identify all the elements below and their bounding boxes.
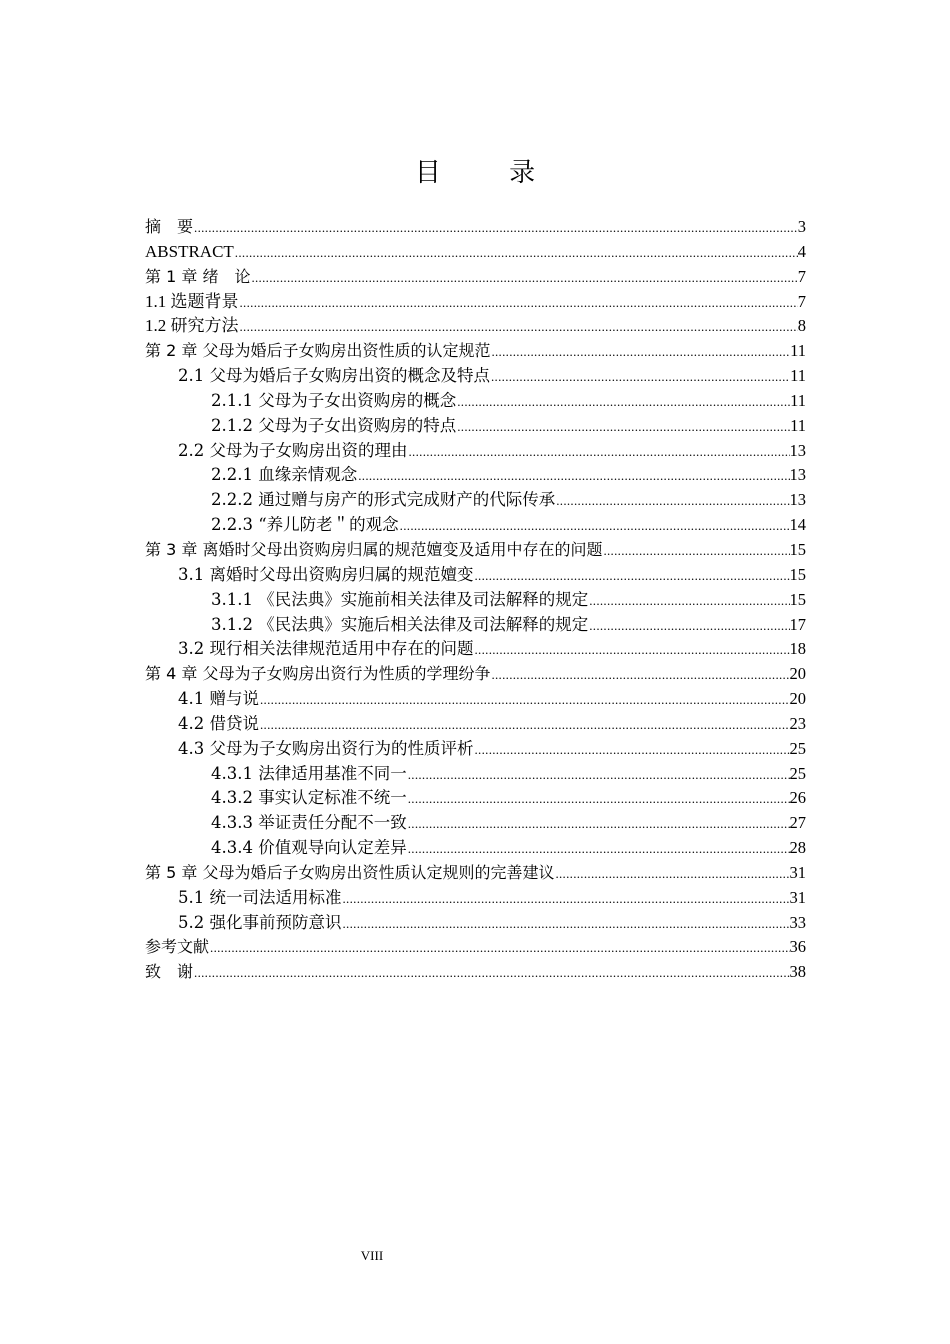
- toc-leader-dots: [456, 415, 790, 440]
- toc-entry-page: 4: [797, 241, 806, 261]
- toc-leader-dots: [193, 216, 798, 241]
- toc-entry[interactable]: [145, 339, 806, 364]
- toc-leader-dots: [407, 837, 790, 862]
- toc-entry-page: 11: [790, 366, 806, 386]
- toc-entry[interactable]: [145, 712, 806, 737]
- toc-entry[interactable]: [145, 513, 806, 538]
- toc-leader-dots: [259, 713, 790, 738]
- toc-leader-dots: [209, 936, 789, 961]
- toc-entry-label: 1.1 选题背景: [145, 291, 239, 311]
- toc-entry-page: 13: [789, 490, 806, 510]
- toc-entry-page: 36: [789, 937, 806, 957]
- toc-entry-page: 15: [789, 539, 806, 559]
- toc-entry-page: 14: [789, 515, 806, 535]
- toc-entry-page: 15: [789, 589, 806, 609]
- toc-entry[interactable]: [145, 662, 806, 687]
- toc-entry[interactable]: [145, 389, 806, 414]
- toc-leader-dots: [342, 912, 790, 937]
- toc-entry-page: 27: [789, 813, 806, 833]
- toc-entry-page: 28: [789, 838, 806, 858]
- toc-leader-dots: [408, 440, 790, 465]
- toc-entry[interactable]: [145, 687, 806, 712]
- toc-entry-label: 4.3.3 举证责任分配不一致: [211, 813, 407, 833]
- toc-leader-dots: [474, 638, 790, 663]
- toc-entry-label: 2.2.3 “养儿防老＂的观念: [211, 515, 399, 535]
- toc-leader-dots: [555, 489, 789, 514]
- toc-entry-page: 20: [789, 664, 806, 684]
- toc-entry-page: 8: [797, 316, 806, 336]
- toc-entry[interactable]: [145, 737, 806, 762]
- toc-leader-dots: [456, 390, 790, 415]
- toc-entry-label: 致 谢: [145, 962, 194, 982]
- toc-leader-dots: [250, 266, 797, 291]
- toc-entry-label: 2.2 父母为子女购房出资的理由: [178, 440, 408, 460]
- page-title: 目 录: [414, 158, 566, 188]
- toc-entry-page: 11: [790, 390, 806, 410]
- toc-entry[interactable]: [145, 488, 806, 513]
- toc-leader-dots: [602, 539, 789, 564]
- toc-entry-label: 4.3 父母为子女购房出资行为的性质评析: [178, 738, 474, 758]
- toc-entry-page: 13: [789, 440, 806, 460]
- toc-leader-dots: [490, 663, 789, 688]
- toc-entry-label: 4.3.1 法律适用基准不同一: [211, 763, 407, 783]
- toc-leader-dots: [588, 589, 789, 614]
- toc-entry-label: 4.3.4 价值观导向认定差异: [211, 838, 407, 858]
- toc-entry[interactable]: [145, 439, 806, 464]
- toc-entry-page: 26: [789, 788, 806, 808]
- toc-entry-label: 1.2 研究方法: [145, 316, 239, 336]
- toc-entry[interactable]: [145, 463, 806, 488]
- toc-entry[interactable]: [145, 588, 806, 613]
- toc-entry-page: 7: [797, 266, 806, 286]
- toc-leader-dots: [474, 564, 790, 589]
- toc-entry[interactable]: [145, 314, 806, 339]
- toc-leader-dots: [399, 514, 790, 539]
- toc-entry-page: 38: [789, 962, 806, 982]
- toc-entry-label: 3.1.1 《民法典》实施前相关法律及司法解释的规定: [211, 589, 589, 609]
- toc-leader-dots: [474, 738, 790, 763]
- toc-entry-label: 2.2.1 血缘亲情观念: [211, 465, 358, 485]
- toc-entry[interactable]: [145, 960, 806, 985]
- toc-entry-page: 23: [789, 713, 806, 733]
- toc-entry-label: 3.2 现行相关法律规范适用中存在的问题: [178, 639, 474, 659]
- toc-entry[interactable]: [145, 861, 806, 886]
- toc-entry-label: 摘 要: [145, 217, 194, 236]
- toc-leader-dots: [259, 688, 790, 713]
- toc-entry-page: 25: [789, 763, 806, 783]
- toc-entry[interactable]: [145, 563, 806, 588]
- toc-entry-label: 2.1.2 父母为子女出资购房的特点: [211, 415, 457, 435]
- toc-entry-label: 第 3 章 离婚时父母出资购房归属的规范嬗变及适用中存在的问题: [145, 539, 603, 559]
- toc-entry-label: 第 1 章 绪 论: [145, 266, 251, 286]
- toc-leader-dots: [490, 365, 790, 390]
- toc-leader-dots: [239, 315, 798, 340]
- toc-entry-page: 20: [789, 689, 806, 709]
- toc-entry-page: 11: [790, 341, 806, 361]
- toc-entry-label: ABSTRACT: [145, 241, 234, 261]
- toc-entry[interactable]: [145, 538, 806, 563]
- toc-entry-page: 31: [789, 862, 806, 882]
- toc-entry-page: 17: [789, 614, 806, 634]
- toc-entry-page: 7: [797, 291, 806, 311]
- toc-entry-label: 2.1.1 父母为子女出资购房的概念: [211, 390, 457, 410]
- toc-entry-label: 3.1.2 《民法典》实施后相关法律及司法解释的规定: [211, 614, 589, 634]
- toc-entry[interactable]: [145, 836, 806, 861]
- toc-leader-dots: [407, 787, 790, 812]
- toc-entry-label: 2.1 父母为婚后子女购房出资的概念及特点: [178, 366, 490, 386]
- toc-entry-label: 4.2 借贷说: [178, 713, 259, 733]
- toc-entry-label: 2.2.2 通过赠与房产的形式完成财产的代际传承: [211, 490, 556, 510]
- toc-leader-dots: [193, 961, 789, 986]
- toc-entry[interactable]: [145, 886, 806, 911]
- toc-entry[interactable]: [145, 215, 806, 240]
- toc-leader-dots: [407, 763, 790, 788]
- toc-leader-dots: [239, 291, 798, 316]
- toc-leader-dots: [588, 614, 789, 639]
- toc-entry-label: 第 2 章 父母为婚后子女购房出资性质的认定规范: [145, 341, 491, 361]
- toc-entry-page: 31: [789, 887, 806, 907]
- toc-entry[interactable]: [145, 911, 806, 936]
- toc-entry-page: 33: [789, 912, 806, 932]
- toc-leader-dots: [357, 464, 789, 489]
- toc-entry-page: 3: [797, 217, 806, 236]
- toc-leader-dots: [234, 241, 798, 266]
- toc-entry-label: 3.1 离婚时父母出资购房归属的规范嬗变: [178, 564, 474, 584]
- toc-leader-dots: [407, 812, 790, 837]
- page-number: VIII: [360, 1248, 384, 1263]
- toc-entry[interactable]: [145, 414, 806, 439]
- toc-entry[interactable]: [145, 811, 806, 836]
- toc-entry-label: 第 5 章 父母为婚后子女购房出资性质认定规则的完善建议: [145, 862, 555, 882]
- toc-entry-label: 4.3.2 事实认定标准不统一: [211, 788, 407, 808]
- toc-entry-page: 15: [789, 564, 806, 584]
- toc-entry-page: 18: [789, 639, 806, 659]
- toc-entry[interactable]: [145, 762, 806, 787]
- toc-entry[interactable]: [145, 364, 806, 389]
- toc-entry[interactable]: [145, 637, 806, 662]
- toc-entry[interactable]: [145, 265, 806, 290]
- toc-leader-dots: [490, 340, 790, 365]
- toc-entry-label: 第 4 章 父母为子女购房出资行为性质的学理纷争: [145, 664, 491, 684]
- toc-leader-dots: [554, 862, 789, 887]
- toc-entry-label: 5.1 统一司法适用标准: [178, 887, 342, 907]
- toc-entry-page: 11: [790, 415, 806, 435]
- toc-entry-page: 25: [789, 738, 806, 758]
- toc-entry[interactable]: [145, 240, 806, 265]
- table-of-contents: [145, 215, 806, 985]
- toc-entry[interactable]: [145, 935, 806, 960]
- toc-entry-label: 4.1 赠与说: [178, 689, 259, 709]
- toc-entry[interactable]: [145, 786, 806, 811]
- toc-entry-label: 参考文献: [145, 937, 210, 957]
- toc-leader-dots: [342, 887, 790, 912]
- toc-entry[interactable]: [145, 290, 806, 315]
- toc-entry-label: 5.2 强化事前预防意识: [178, 912, 342, 932]
- toc-entry-page: 13: [789, 465, 806, 485]
- toc-entry[interactable]: [145, 613, 806, 638]
